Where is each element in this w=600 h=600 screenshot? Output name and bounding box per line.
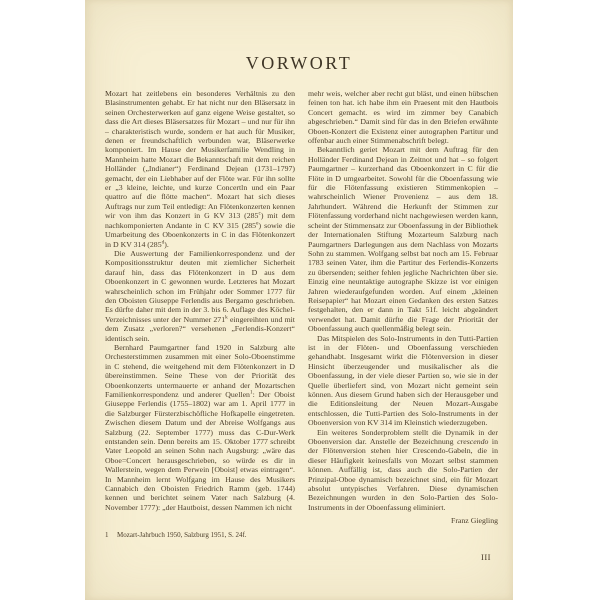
- footnote-marker: 1: [105, 531, 109, 539]
- left-column: [105, 89, 295, 526]
- paragraph: Die Auswertung der Familienkorrespondenz und der Kompositionsstruktur deuten mit ziemlicher Sicherheit darauf hin, dass das Flötenkonzert in D aus dem Oboenkonzert in C gewonnen wurde. Letzteres hat Mozart wahrscheinlich schon im Frühjahr oder Sommer 1777 für den Oboisten Giuseppe Ferlendis aus Bergamo geschrieben. Es dürfte daher mit dem in der 3. bis 6. Auflage des Köchel-Verzeichnisses unter der Nummer 271$^k$ eingereihten und mit dem Zusatz „verloren?“ versehenen „Ferlendis-Konzert“ identisch sein.: [105, 248, 295, 343]
- text-columns: [105, 89, 498, 526]
- paragraph: Bekanntlich geriet Mozart mit dem Auftrag für den Holländer Ferdinand Dejean in Zeitnot und hat – so folgert Paumgartner – kurzerhand das Oboenkonzert in C für die Flöte in D umgearbeitet. Sowohl für die Oboenfassung wie für die Flötenfassung existieren Stimmenkopien – wahrscheinlich Wiener Provenienz – aus dem 18. Jahrhundert. Während die Herkunft der Stimmen zur Flötenfassung vorderhand nicht nachgewiesen werden kann, scheint der Stimmensatz zur Oboenfassung in der Bibliothek der Internationalen Stiftung Mozarteum Salzburg nach Paumgartners Darlegungen aus dem Nachlass von Mozarts Sohn zu stammen. Wolfgang selbst bat noch am 15. Februar 1783 seinen Vater, ihm die Partitur des Ferlendis-Konzerts zu übersenden; seither fehlen jegliche Nachrichten über sie. Einzig eine neuntaktige autographe Skizze ist vor einigen Jahren wiederaufgefunden worden. Auf einem „kleinen Reisepapier“ hat Mozart einen Gedanken des ersten Satzes festgehalten, den er dann in Takt 51f. leicht abgeändert verwendet hat. Damit dürfte die Frage der Priorität der Oboenfassung auch quellenmäßig belegt sein.: [308, 145, 498, 334]
- paragraph: mehr weis, welcher aber recht gut bläst, und einen hübschen feinen ton hat. ich habe ihm ein Praesent mit den Hautbois Concert gemacht. es wird im zimmer bey Canabich abgeschrieben.“ Damit sind für das in den Briefen erwähnte Oboen-Konzert die Existenz einer autographen Partitur und offenbar auch einer Stimmenabschrift belegt.: [308, 89, 498, 146]
- signature: Franz Giegling: [451, 516, 498, 526]
- footnote: [105, 531, 295, 540]
- footnote-text: Mozart-Jahrbuch 1950, Salzburg 1951, S. 24f.: [117, 531, 247, 539]
- book-page: [85, 0, 513, 600]
- right-column: [308, 89, 498, 526]
- paragraph: Das Mitspielen des Solo-Instruments in den Tutti-Partien ist in der Flöten- und Oboenfassung verschieden gehandhabt. Insgesamt wirkt die Flötenversion in dieser Hinsicht überzeugender und musikalischer als die Oboenfassung, in der viele dieser Partien so, wie sie in der Quelle überliefert sind, von Mozart nicht gemeint sein können. Aus diesem Grund haben sich der Herausgeber und die Editionsleitung der Neuen Mozart-Ausgabe entschlossen, die Tutti-Partien des Solo-Instruments in der Oboenversion von KV 314 im Kleinstich wiederzugeben.: [308, 333, 498, 428]
- page-number: III: [481, 552, 491, 562]
- paragraph: Bernhard Paumgartner fand 1920 in Salzburg alte Orchesterstimmen zusammen mit einer Solo-Oboenstimme in C stehend, die weitgehend mit dem Flötenkonzert in D übereinstimmen. Seine These von der Priorität des Oboenkonzerts untermauerte er anhand der Mozartschen Familienkorrespondenz und anderer Quellen$^1$: Der Oboist Giuseppe Ferlendis (1755–1802) war am 1. April 1777 in die Salzburger Fürsterzbischöfliche Hofkapelle eingetreten. Zwischen diesem Datum und der Abreise Wolfgangs aus Salzburg (22. September 1777) muss das C-Dur-Werk entstanden sein. Denn bereits am 15. Oktober 1777 schreibt Vater Leopold an seinen Sohn nach Augsburg: „wäre das Oboe=Concert herausgeschrieben, so würde es dir in Wallerstein, wegen dem Perwein [Oboist] etwas eintragen“. In Mannheim lernt Wolfgang im Hause des Musikers Cannabich den Oboisten Friedrich Ramm (geb. 1744) kennen und berichtet seinem Vater nach Salzburg (4. November 1777): „der Hautboist, dessen Nammen ich nicht: [105, 342, 296, 512]
- paragraph: Ein weiteres Sonderproblem stellt die Dynamik in der Oboenversion dar. Anstelle der Bezeichnung crescendo in der Flötenversion stehen hier Crescendo-Gabeln, die in dieser Häufigkeit keinesfalls von Mozart selbst stammen können. Auffällig ist, dass auch die Solo-Partien der Prinzipal-Oboe dynamisch bezeichnet sind, ein für Mozart absolut untypisches Verfahren. Diese dynamischen Bezeichnungen wurden in den Solo-Partien des Solo-Instruments in der Oboenfassung eliminiert.: [308, 427, 499, 512]
- page-title: VORWORT: [245, 53, 353, 73]
- paragraph: Mozart hat zeitlebens ein besonderes Verhältnis zu den Blasinstrumenten gehabt. Er hat nicht nur den Bläsersatz in seinen Orchesterwerken auf ganz eigene Weise gestaltet, so dass die Art dieses Bläsersatzes für Mozart – und nur für ihn – charakteristisch wurde, sondern er hat auch für Musiker, denen er freundschaftlich verbunden war, Bläserwerke komponiert. Im Hause der Musikerfamilie Wendling in Mannheim hatte Mozart die Bekanntschaft mit dem reichen Holländer („Indianer“) Ferdinand Dejean (1731–1797) gemacht, der ein Liebhaber auf der Flöte war. Für ihn sollte er „3 kleine, leichte, und kurze Concertln und ein Paar quattro auf die flötte machen“. Mozart hat sich dieses Auftrags nur zum Teil entledigt: An Flötenkonzerten kennen wir von ihm das Konzert in G KV 313 (285$^c$) mit dem nachkomponierten Andante in C KV 315 (285e) sowie die Umarbeitung des Oboenkonzerts in C in das Flötenkonzert in D KV 314 (285$^d$).: [105, 89, 295, 249]
